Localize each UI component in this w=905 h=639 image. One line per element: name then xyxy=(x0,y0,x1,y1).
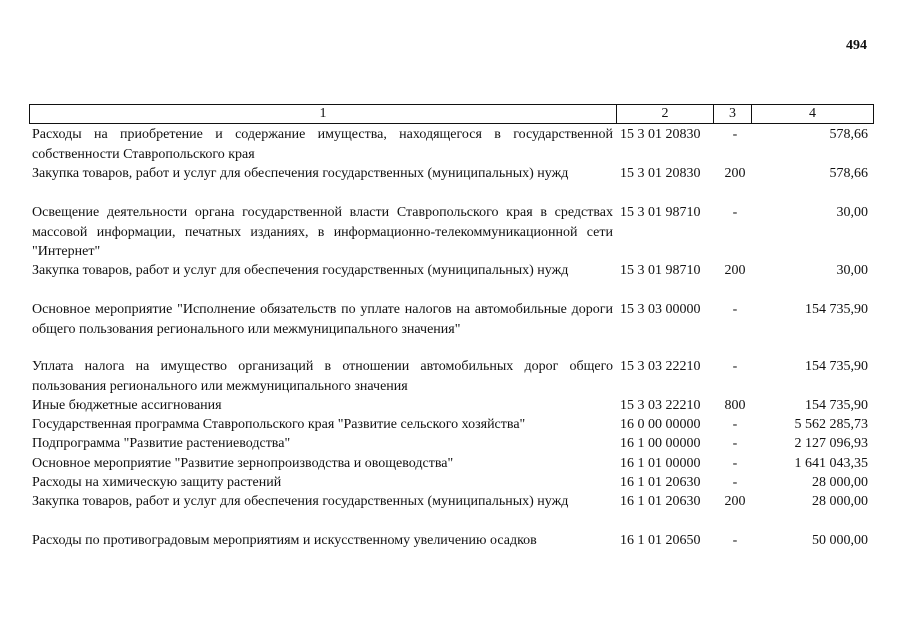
row-amount: 28 000,00 xyxy=(812,494,868,509)
row-expense-type: 800 xyxy=(724,398,746,413)
row-expense-type: - xyxy=(732,417,738,432)
page-number: 494 xyxy=(846,38,867,53)
row-expense-type: 200 xyxy=(724,494,746,509)
row-amount: 5 562 285,73 xyxy=(794,417,868,432)
row-code: 15 3 01 98710 xyxy=(620,263,701,278)
row-description: Уплата налога на имущество организаций в отношении автомобильных дорог общего пользования регионального или межмуниципального значения xyxy=(32,359,613,394)
header-col-4: 4 xyxy=(809,106,816,121)
row-code: 15 3 03 00000 xyxy=(620,302,701,317)
row-description: Расходы на приобретение и содержание имущества, находящегося в государственной собственности Ставропольского края xyxy=(32,127,613,162)
row-description: Основное мероприятие "Исполнение обязательств по уплате налогов на автомобильные дороги общего пользования регионального или межмуниципального значения" xyxy=(32,302,613,337)
row-code: 16 1 01 20630 xyxy=(620,494,701,509)
row-amount: 30,00 xyxy=(836,263,868,278)
row-expense-type: - xyxy=(732,436,738,451)
row-code: 15 3 03 22210 xyxy=(620,359,701,374)
row-description: Расходы по противоградовым мероприятиям и искусственному увеличению осадков xyxy=(32,533,537,548)
row-code: 16 1 01 20650 xyxy=(620,533,701,548)
row-amount: 50 000,00 xyxy=(812,533,868,548)
row-code: 15 3 03 22210 xyxy=(620,398,701,413)
row-description: Освещение деятельности органа государственной власти Ставропольского края в средствах массовой информации, печатных изданиях, в информационно-телекоммуникационной сети "Интернет" xyxy=(32,205,613,259)
row-expense-type: - xyxy=(732,533,738,548)
row-amount: 154 735,90 xyxy=(805,359,868,374)
row-description: Подпрограмма "Развитие растениеводства" xyxy=(32,436,291,451)
row-description: Закупка товаров, работ и услуг для обеспечения государственных (муниципальных) нужд xyxy=(32,166,569,181)
row-code: 15 3 01 20830 xyxy=(620,127,701,142)
header-col-1: 1 xyxy=(30,105,617,123)
row-description: Закупка товаров, работ и услуг для обеспечения государственных (муниципальных) нужд xyxy=(32,263,569,278)
row-description: Иные бюджетные ассигнования xyxy=(32,398,222,413)
row-expense-type: - xyxy=(732,475,738,490)
row-description: Расходы на химическую защиту растений xyxy=(32,475,282,490)
row-code: 15 3 01 20830 xyxy=(620,166,701,181)
row-expense-type: - xyxy=(732,205,738,220)
row-expense-type: 200 xyxy=(724,263,746,278)
row-description: Основное мероприятие "Развитие зернопроизводства и овощеводства" xyxy=(32,456,454,471)
header-col-2: 2 xyxy=(617,105,714,123)
row-expense-type: - xyxy=(732,456,738,471)
header-col-3: 3 xyxy=(714,105,752,123)
row-amount: 28 000,00 xyxy=(812,475,868,490)
row-code: 16 0 00 00000 xyxy=(620,417,701,432)
row-amount: 578,66 xyxy=(829,166,868,181)
row-amount: 2 127 096,93 xyxy=(794,436,868,451)
row-code: 16 1 00 00000 xyxy=(620,436,701,451)
row-description: Государственная программа Ставропольского края "Развитие сельского хозяйства" xyxy=(32,417,526,432)
row-amount: 30,00 xyxy=(836,205,868,220)
row-code: 16 1 01 20630 xyxy=(620,475,701,490)
row-expense-type: 200 xyxy=(724,166,746,181)
row-amount: 578,66 xyxy=(829,127,868,142)
row-code: 16 1 01 00000 xyxy=(620,456,701,471)
row-expense-type: - xyxy=(732,359,738,374)
row-amount: 154 735,90 xyxy=(805,398,868,413)
table-header xyxy=(29,104,874,124)
row-amount: 154 735,90 xyxy=(805,302,868,317)
row-description: Закупка товаров, работ и услуг для обеспечения государственных (муниципальных) нужд xyxy=(32,494,569,509)
row-expense-type: - xyxy=(732,302,738,317)
row-amount: 1 641 043,35 xyxy=(794,456,868,471)
row-expense-type: - xyxy=(732,127,738,142)
row-code: 15 3 01 98710 xyxy=(620,205,701,220)
